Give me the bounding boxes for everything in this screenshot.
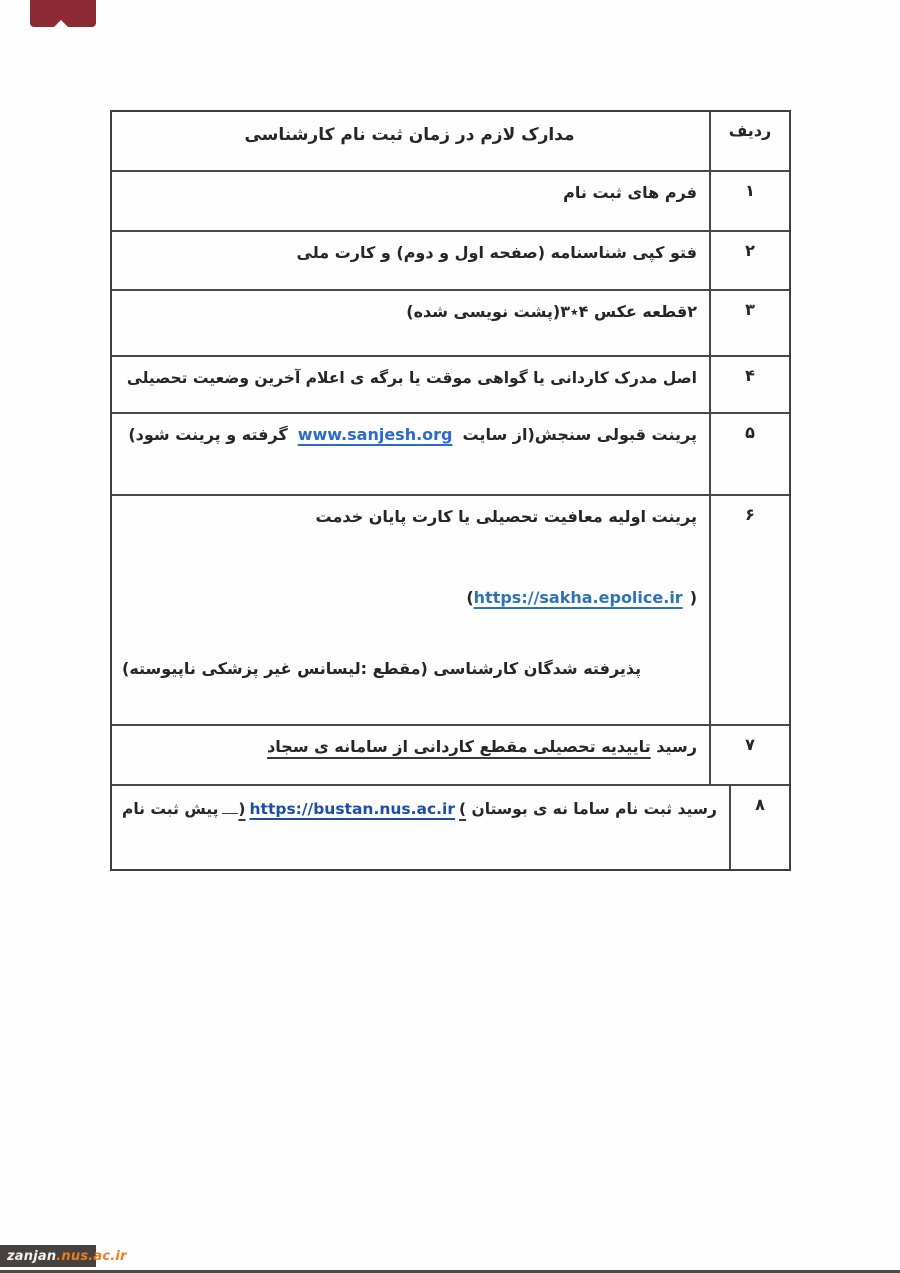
watermark-prefix: zanjan: [7, 1248, 57, 1264]
row-text-tail: پیش ثبت نام: [122, 800, 219, 818]
paren-open: (: [459, 800, 467, 818]
row-text: فرم های ثبت نام: [563, 183, 697, 202]
table-row: [112, 355, 789, 412]
site-watermark: [0, 1245, 127, 1267]
row-number: ۴: [709, 357, 789, 412]
row-text: اصل مدرک کاردانی یا گواهی موقت یا برگه ی اعلام آخرین وضعیت تحصیلی: [126, 369, 697, 387]
row6-line3: پذیرفته شدگان کارشناسی (مقطع :لیسانس غیر پزشکی ناپیوسته): [122, 658, 642, 678]
sakha-link[interactable]: https://sakha.epolice.ir: [473, 587, 683, 607]
underline-extension: [222, 795, 238, 814]
row-text: فتو کپی شناسنامه (صفحه اول و دوم) و کارت ملی: [296, 243, 697, 262]
watermark-suffix: .nus.ac.ir: [56, 1248, 127, 1264]
registration-documents-table: [110, 110, 791, 871]
row6-link-line: [122, 586, 697, 611]
sanjesh-link[interactable]: www.sanjesh.org: [297, 425, 453, 444]
bustan-link[interactable]: https://bustan.nus.ac.ir: [249, 800, 456, 818]
row-number: ۸: [729, 786, 789, 869]
row-text: [112, 726, 709, 784]
row-text: [112, 786, 729, 869]
table-row: [112, 494, 789, 724]
row-number: ۳: [709, 291, 789, 355]
table-header-row: [112, 112, 789, 170]
row-number: ۶: [709, 496, 789, 724]
row-number: ۷: [709, 726, 789, 784]
row-text-underlined: تاییدیه تحصیلی مقطع کاردانی از سامانه ی سجاد: [267, 737, 651, 756]
paren-open: (: [466, 587, 474, 607]
row-text-pre: رسید ثبت نام ساما نه ی بوستان: [466, 800, 717, 818]
table-row: [112, 412, 789, 494]
table-row: [112, 724, 789, 784]
row-text: [112, 414, 709, 494]
row-text: ۲قطعه عکس ۴٭۳(پشت نویسی شده): [406, 302, 697, 321]
header-documents-title: مدارک لازم در زمان ثبت نام کارشناسی: [244, 125, 575, 145]
paren-close: ): [689, 587, 697, 607]
row-number: ۵: [709, 414, 789, 494]
row-text-pre: پرینت قبولی سنجش(از سایت: [462, 425, 697, 444]
row-text-pre: رسید: [650, 737, 697, 756]
row-text: [112, 496, 709, 724]
row-number: ۱: [709, 172, 789, 230]
table-row: [112, 784, 789, 869]
corner-red-tab: [30, 0, 96, 27]
table-row: [112, 230, 789, 289]
table-row: [112, 289, 789, 355]
row-text-post: گرفته و پرینت شود): [128, 425, 288, 444]
row-number: ۲: [709, 232, 789, 289]
table-row: [112, 170, 789, 230]
paren-close: ): [238, 800, 246, 818]
header-row-number-label: ردیف: [709, 112, 789, 170]
row6-line1: پرینت اولیه معافیت تحصیلی یا کارت پایان خدمت: [315, 507, 697, 526]
